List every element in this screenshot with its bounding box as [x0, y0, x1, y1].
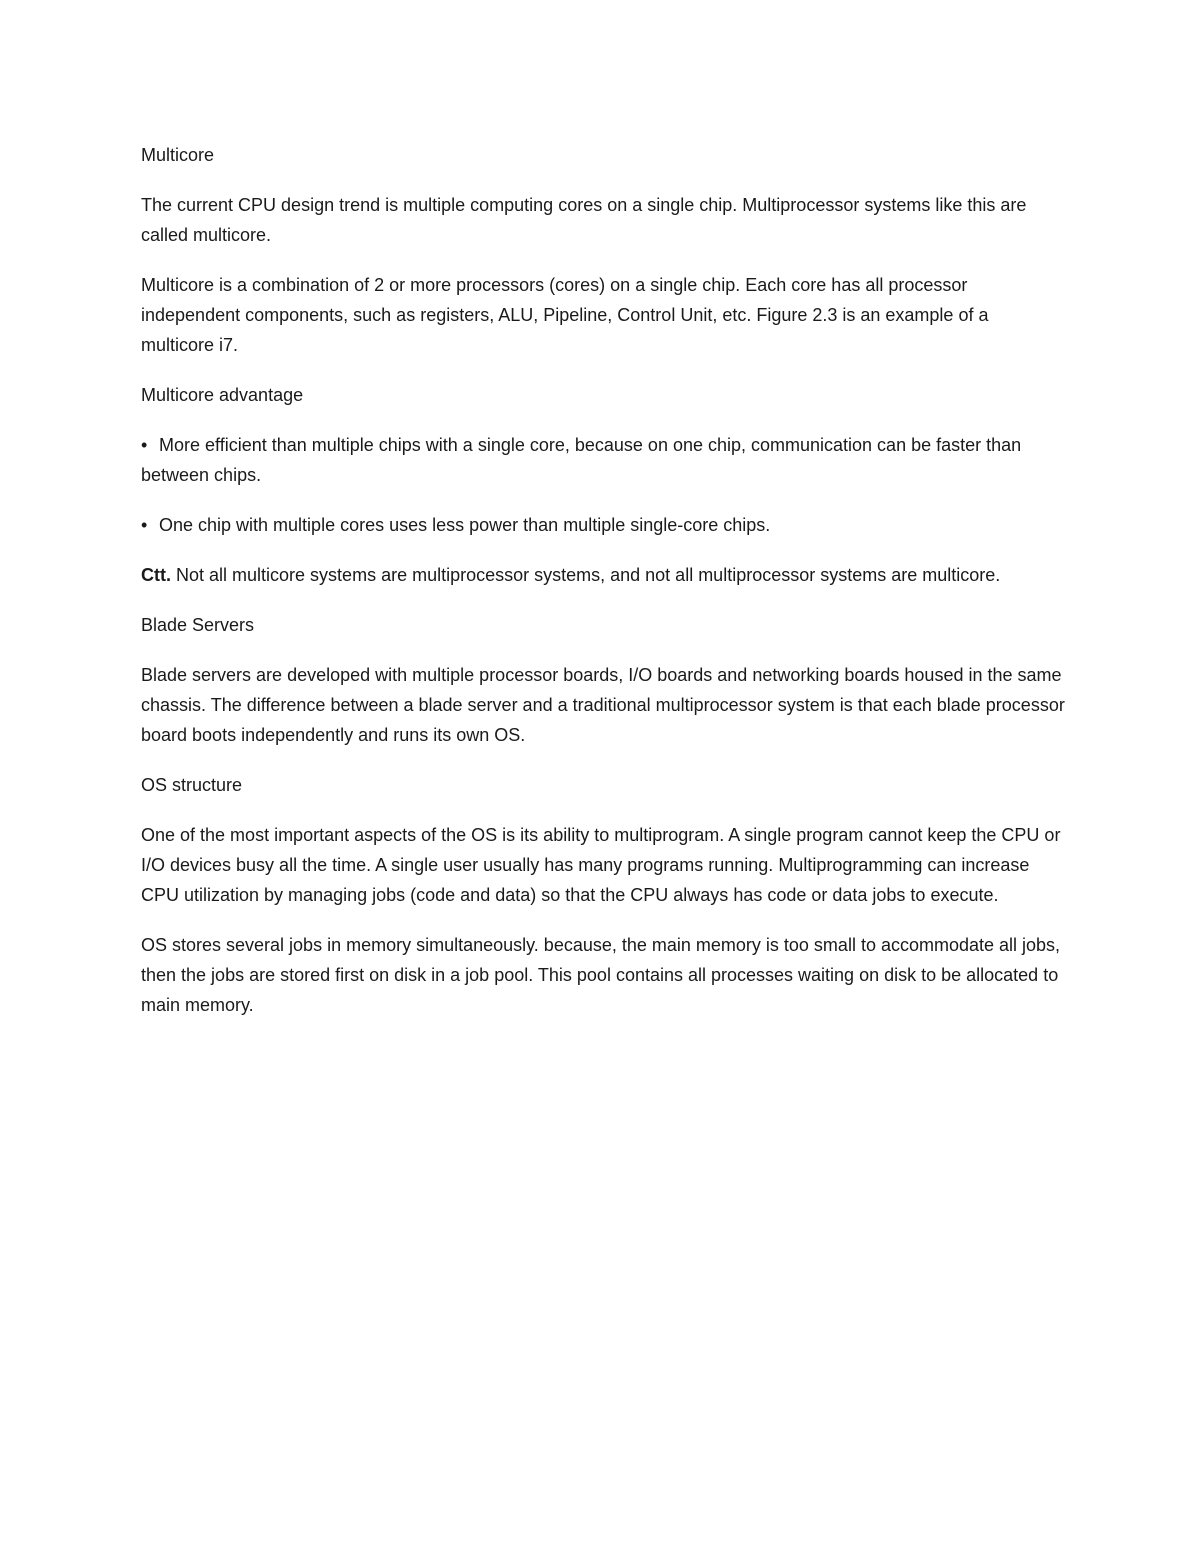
note-text: Not all multicore systems are multiprocessor systems, and not all multiprocessor systems are multicore. [176, 565, 1001, 585]
paragraph-multicore-definition: Multicore is a combination of 2 or more processors (cores) on a single chip. Each core has all processor independent components, such as registers, ALU, Pipeline, Control Unit, etc. Figure 2.3 is an example of a multicore i7. [141, 275, 989, 355]
bullet-item [141, 510, 1066, 540]
note-label: Ctt. [141, 565, 171, 585]
bullet-text: More efficient than multiple chips with a single core, because on one chip, communication can be faster than between chips. [141, 435, 1022, 485]
heading-os-structure: OS structure [141, 775, 243, 795]
bullet-text: One chip with multiple cores uses less power than multiple single-core chips. [159, 515, 771, 535]
heading-multicore-advantage: Multicore advantage [141, 385, 304, 405]
paragraph-note [141, 560, 1066, 590]
heading-multicore: Multicore [141, 145, 215, 165]
paragraph-job-pool: OS stores several jobs in memory simultaneously. because, the main memory is too small to accommodate all jobs, then the jobs are stored first on disk in a job pool. This pool contains all processes waiting on disk to be allocated to main memory. [141, 935, 1061, 1015]
paragraph-multiprogramming: One of the most important aspects of the OS is its ability to multiprogram. A single program cannot keep the CPU or I/O devices busy all the time. A single user usually has many programs running. Multiprogramming can increase CPU utilization by managing jobs (code and data) so that the CPU always has code or data jobs to execute. [141, 825, 1061, 905]
bullet-icon: • [141, 435, 148, 455]
bullet-item [141, 430, 1066, 490]
bullet-icon: • [141, 515, 148, 535]
document-body [141, 140, 1066, 1040]
paragraph-blade-servers: Blade servers are developed with multiple processor boards, I/O boards and networking boards housed in the same chassis. The difference between a blade server and a traditional multiprocessor system is that each blade processor board boots independently and runs its own OS. [141, 665, 1065, 745]
paragraph-multicore-intro: The current CPU design trend is multiple computing cores on a single chip. Multiprocessor systems like this are called multicore. [141, 195, 1027, 245]
heading-blade-servers: Blade Servers [141, 615, 255, 635]
